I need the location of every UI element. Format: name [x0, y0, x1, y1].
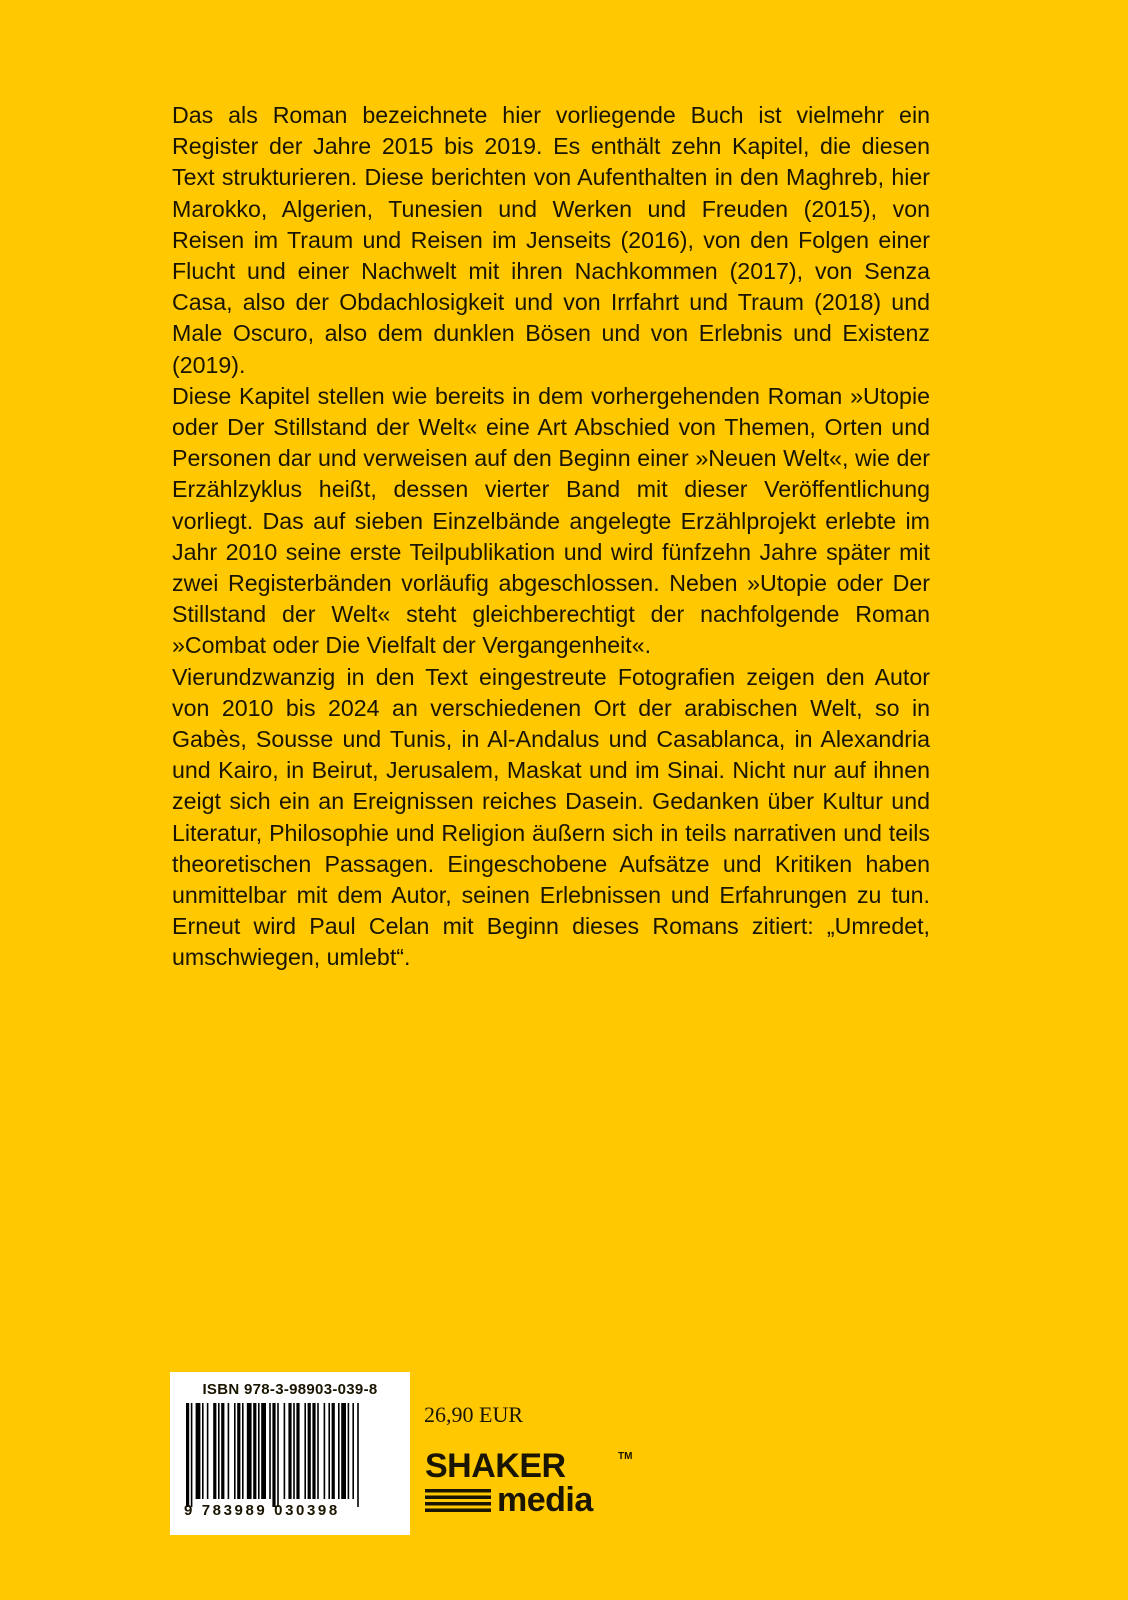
barcode-bar: [237, 1403, 240, 1499]
barcode-bar: [196, 1403, 201, 1499]
barcode-bar: [202, 1403, 204, 1499]
barcode-bar: [317, 1403, 319, 1499]
barcode-bar: [247, 1403, 252, 1499]
barcode-bar: [332, 1403, 335, 1499]
trademark-mark: TM: [618, 1451, 633, 1462]
publisher-name-bottom: media: [497, 1481, 593, 1519]
blurb-text: [172, 100, 930, 974]
barcode-bar: [234, 1403, 236, 1499]
barcode-bar: [293, 1403, 295, 1499]
barcode-bar: [221, 1403, 224, 1499]
barcode-bar: [324, 1403, 326, 1499]
barcode-bar: [253, 1403, 256, 1499]
barcode-bar: [228, 1403, 230, 1499]
barcode-bar: [186, 1403, 189, 1507]
barcode-bar: [191, 1403, 193, 1507]
price-label: 26,90 EUR: [424, 1402, 523, 1427]
barcode-bar: [213, 1403, 216, 1499]
barcode-bar: [341, 1403, 346, 1499]
barcode-bar: [261, 1403, 266, 1499]
barcode-bar: [348, 1403, 350, 1499]
blurb-paragraph-1: Das als Roman bezeichnete hier vorliegende Buch ist vielmehr ein Register der Jahre 2015 bis 2019. Es enthält zehn Kapitel, die diesen Text strukturieren. Diese berichten von Aufenthalten in den Maghreb, hier Marokko, Algerien, Tunesien und Werken und Freuden (2015), von Reisen im Traum und Reisen im Jenseits (2016), von den Folgen einer Flucht und einer Nachwelt mit ihren Nachkommen (2017), von Senza Casa, also der Obdachlosigkeit und von Irrfahrt und Traum (2018) und Male Oscuro, also dem dunklen Bösen und von Erlebnis und Existenz (2019).: [172, 102, 930, 378]
barcode-bar: [269, 1403, 271, 1499]
barcode-bar: [352, 1403, 354, 1499]
barcode-bar: [357, 1403, 359, 1507]
barcode-bar: [258, 1403, 260, 1499]
publisher-stripes-icon: [425, 1489, 495, 1515]
barcode-bar: [277, 1403, 279, 1507]
barcode-digits: 9 783989 030398: [184, 1502, 340, 1519]
blurb-paragraph-2: Diese Kapitel stellen wie bereits in dem vorhergehenden Roman »Utopie oder Der Stillstand der Welt« eine Art Abschied von Themen, Orten und Personen dar und verweisen auf den Beginn einer »Neuen Welt«, wie der Erzählzyklus heißt, dessen vierter Band mit dieser Veröffentlichung vorliegt. Das auf sieben Einzelbände angelegte Erzählprojekt erlebte im Jahr 2010 seine erste Teilpublikation und wird fünfzehn Jahre später mit zwei Registerbänden vorläufig abgeschlossen. Neben »Utopie oder Der Stillstand der Welt« steht gleichberechtigt der nachfolgende Roman »Combat oder Die Vielfalt der Vergangenheit«.: [172, 382, 930, 659]
barcode-bar: [288, 1403, 291, 1499]
publisher-logo: [425, 1449, 645, 1519]
barcode-bar: [338, 1403, 340, 1499]
barcode-bar: [242, 1403, 244, 1499]
isbn-label: ISBN 978-3-98903-039-8: [202, 1381, 378, 1398]
publisher-name-top: SHAKER: [425, 1447, 566, 1485]
isbn-barcode: [170, 1372, 410, 1535]
blurb-paragraph-3: Vierundzwanzig in den Text eingestreute Fotografien zeigen den Autor von 2010 bis 2024 an verschiedenen Ort der arabischen Welt, so in Gabès, Sousse und Tunis, in Al-Andalus und Casablanca, in Alexandria und Kairo, in Beirut, Jerusalem, Maskat und im Sinai. Nicht nur auf ihnen zeigt sich ein an Ereignissen reiches Dasein. Gedanken über Kultur und Literatur, Philosophie und Religion äußern sich in teils narrativen und teils theoretischen Passagen. Eingeschobene Aufsätze und Kritiken haben unmittelbar mit dem Autor, seinen Erlebnissen und Erfahrungen zu tun. Erneut wird Paul Celan mit Beginn dieses Romans zitiert: „Umredet, umschwiegen, umlebt“.: [172, 663, 930, 971]
barcode-bar: [207, 1403, 209, 1499]
barcode-bar: [304, 1403, 306, 1499]
barcode-bar: [312, 1403, 315, 1499]
barcode-bar: [328, 1403, 330, 1499]
barcode-bar: [218, 1403, 220, 1499]
barcode-bar: [308, 1403, 311, 1499]
barcode-bar: [272, 1403, 275, 1507]
barcode-bar: [296, 1403, 299, 1499]
barcode-bar: [284, 1403, 286, 1499]
